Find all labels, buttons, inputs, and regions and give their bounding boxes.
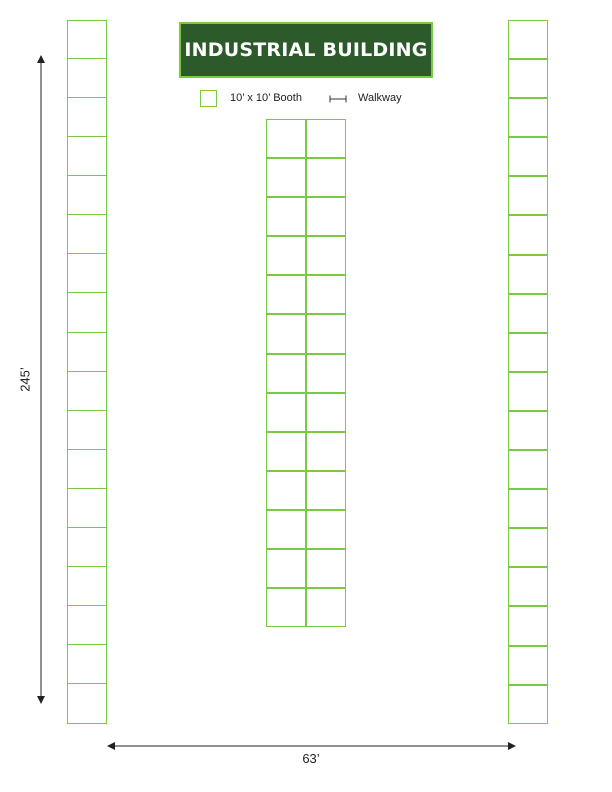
floor-plan-title: INDUSTRIAL BUILDING bbox=[184, 39, 428, 61]
legend-booth-label: 10’ x 10’ Booth bbox=[230, 92, 302, 104]
height-dimension-label: 245’ bbox=[17, 367, 33, 392]
legend-walkway-label: Walkway bbox=[358, 92, 402, 104]
width-dimension-label: 63’ bbox=[302, 751, 320, 766]
